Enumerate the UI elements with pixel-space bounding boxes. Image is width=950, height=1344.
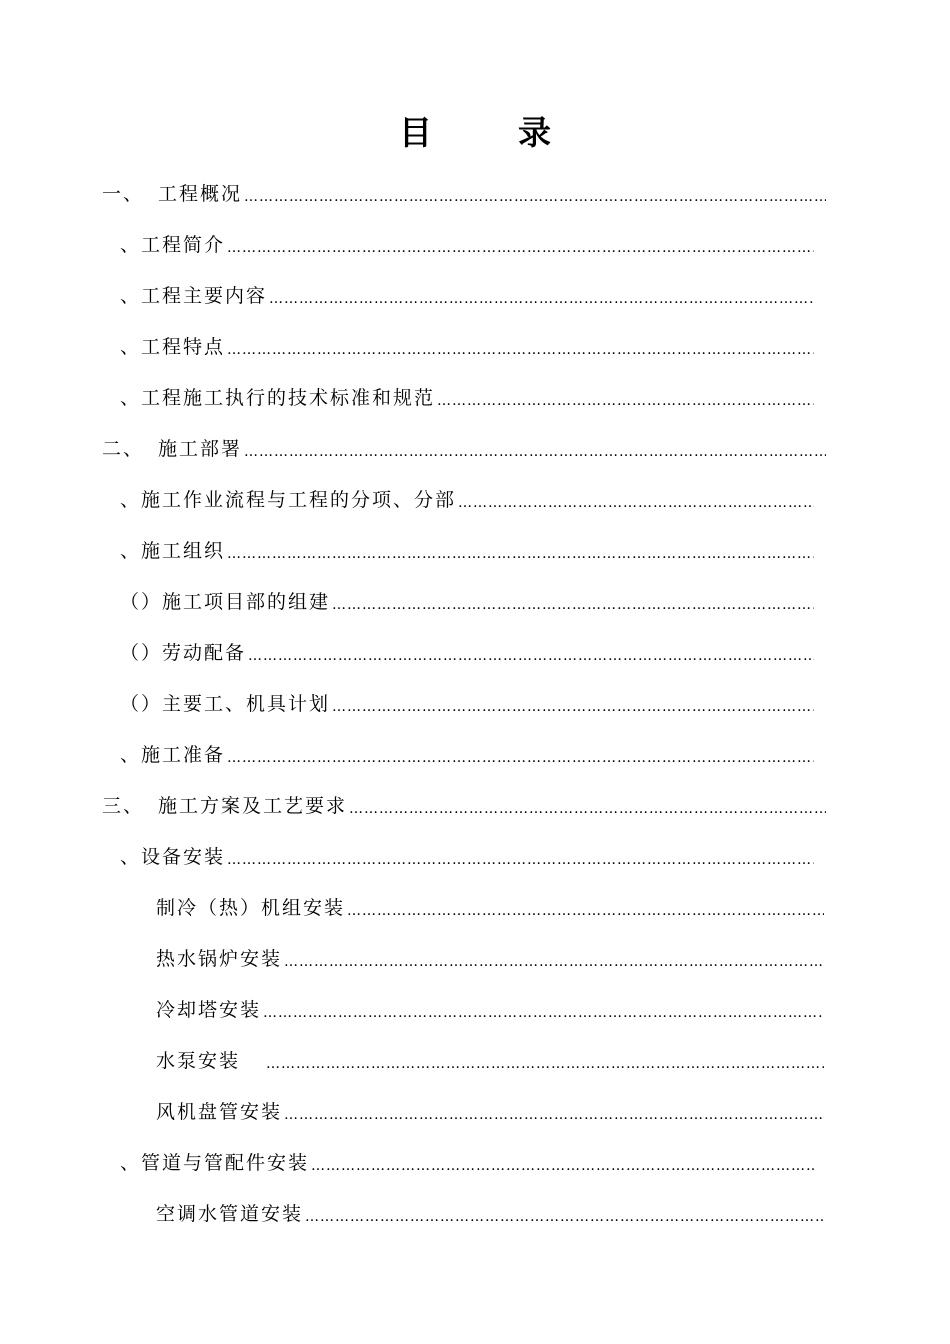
toc-entry-2-3[interactable] [0,729,950,780]
toc-entry-3-1-2[interactable] [0,933,950,984]
toc-entry-number: 二、 [102,438,145,460]
dot-leader [332,698,814,717]
toc-entry-3-2-1[interactable] [0,1188,950,1239]
toc-entry-label: 工程简介 [141,234,226,256]
dot-leader [263,1004,824,1023]
toc-entry-label: 风机盘管安装 [156,1101,283,1123]
dot-leader [244,443,826,462]
toc-title [0,108,950,158]
dot-leader [227,749,814,768]
toc-entry-2-2-3[interactable] [0,678,950,729]
toc-entry-label: 冷却塔安装 [156,999,262,1021]
dot-leader [349,800,826,819]
toc-entry-number: （） [120,591,163,613]
toc-entry-number: （） [120,642,163,664]
toc-entry-1-1[interactable] [0,219,950,270]
toc-entry-label: 施工部署 [158,438,243,460]
toc-title-part-2: 录 [518,113,551,152]
toc-entry-number: 、 [120,336,142,358]
toc-entry-3-1-3[interactable] [0,984,950,1035]
toc-entry-label: 热水锅炉安装 [156,948,283,970]
toc-entry-label: 空调水管道安装 [156,1203,304,1225]
toc-entry-label: 工程主要内容 [141,285,268,307]
dot-leader [437,392,814,411]
toc-entry-1[interactable] [0,168,950,219]
toc-entry-number: （） [120,693,163,715]
toc-entry-3[interactable] [0,780,950,831]
toc-entry-label: 施工作业流程与工程的分项、分部 [141,489,457,511]
toc-entry-3-2[interactable] [0,1137,950,1188]
dot-leader [347,902,824,921]
dot-leader [284,953,824,972]
toc-entry-label: 管道与管配件安装 [141,1152,310,1174]
toc-entry-number: 、 [120,744,142,766]
toc-entry-1-4[interactable] [0,372,950,423]
toc-entry-2-2-2[interactable] [0,627,950,678]
toc-entry-number: 一、 [102,183,145,205]
toc-entry-3-1[interactable] [0,831,950,882]
toc-entry-number: 、 [120,489,142,511]
toc-entry-label: 制冷（热）机组安装 [156,897,346,919]
dot-leader [458,494,814,513]
toc-entry-label: 主要工、机具计划 [162,693,331,715]
dot-leader [311,1157,814,1176]
toc-entry-label: 施工项目部的组建 [162,591,331,613]
toc-entry-label: 工程概况 [158,183,243,205]
toc-entry-3-1-5[interactable] [0,1086,950,1137]
toc-entry-2-2-1[interactable] [0,576,950,627]
dot-leader [227,341,814,360]
toc-entry-number: 、 [120,540,142,562]
toc-entry-number: 、 [120,846,142,868]
dot-leader [227,239,814,258]
toc-entry-label: 水泵安装 [156,1050,241,1072]
toc-title-part-1: 目 [399,113,432,152]
dot-leader [332,596,814,615]
toc-entry-number: 、 [120,387,142,409]
toc-entry-number: 、 [120,1152,142,1174]
toc-entry-number: 三、 [102,795,145,817]
dot-leader [305,1208,824,1227]
dot-leader [227,851,814,870]
toc-entry-2-2[interactable] [0,525,950,576]
toc-entry-number: 、 [120,234,142,256]
toc-entry-2-1[interactable] [0,474,950,525]
dot-leader [248,647,814,666]
toc-entry-label: 劳动配备 [162,642,247,664]
toc-entry-label: 施工组织 [141,540,226,562]
dot-leader [266,1055,824,1074]
toc-entry-label: 施工方案及工艺要求 [158,795,348,817]
dot-leader [227,545,814,564]
dot-leader [284,1106,824,1125]
toc-entry-2[interactable] [0,423,950,474]
toc-entry-label: 工程施工执行的技术标准和规范 [141,387,436,409]
toc-entry-1-3[interactable] [0,321,950,372]
toc-entry-3-1-4[interactable] [0,1035,950,1086]
toc-entry-number: 、 [120,285,142,307]
toc-entry-label: 施工准备 [141,744,226,766]
dot-leader [269,290,814,309]
toc-entry-label: 工程特点 [141,336,226,358]
toc-list [0,168,950,1239]
dot-leader [244,188,826,207]
toc-entry-1-2[interactable] [0,270,950,321]
toc-entry-label: 设备安装 [141,846,226,868]
toc-entry-3-1-1[interactable] [0,882,950,933]
